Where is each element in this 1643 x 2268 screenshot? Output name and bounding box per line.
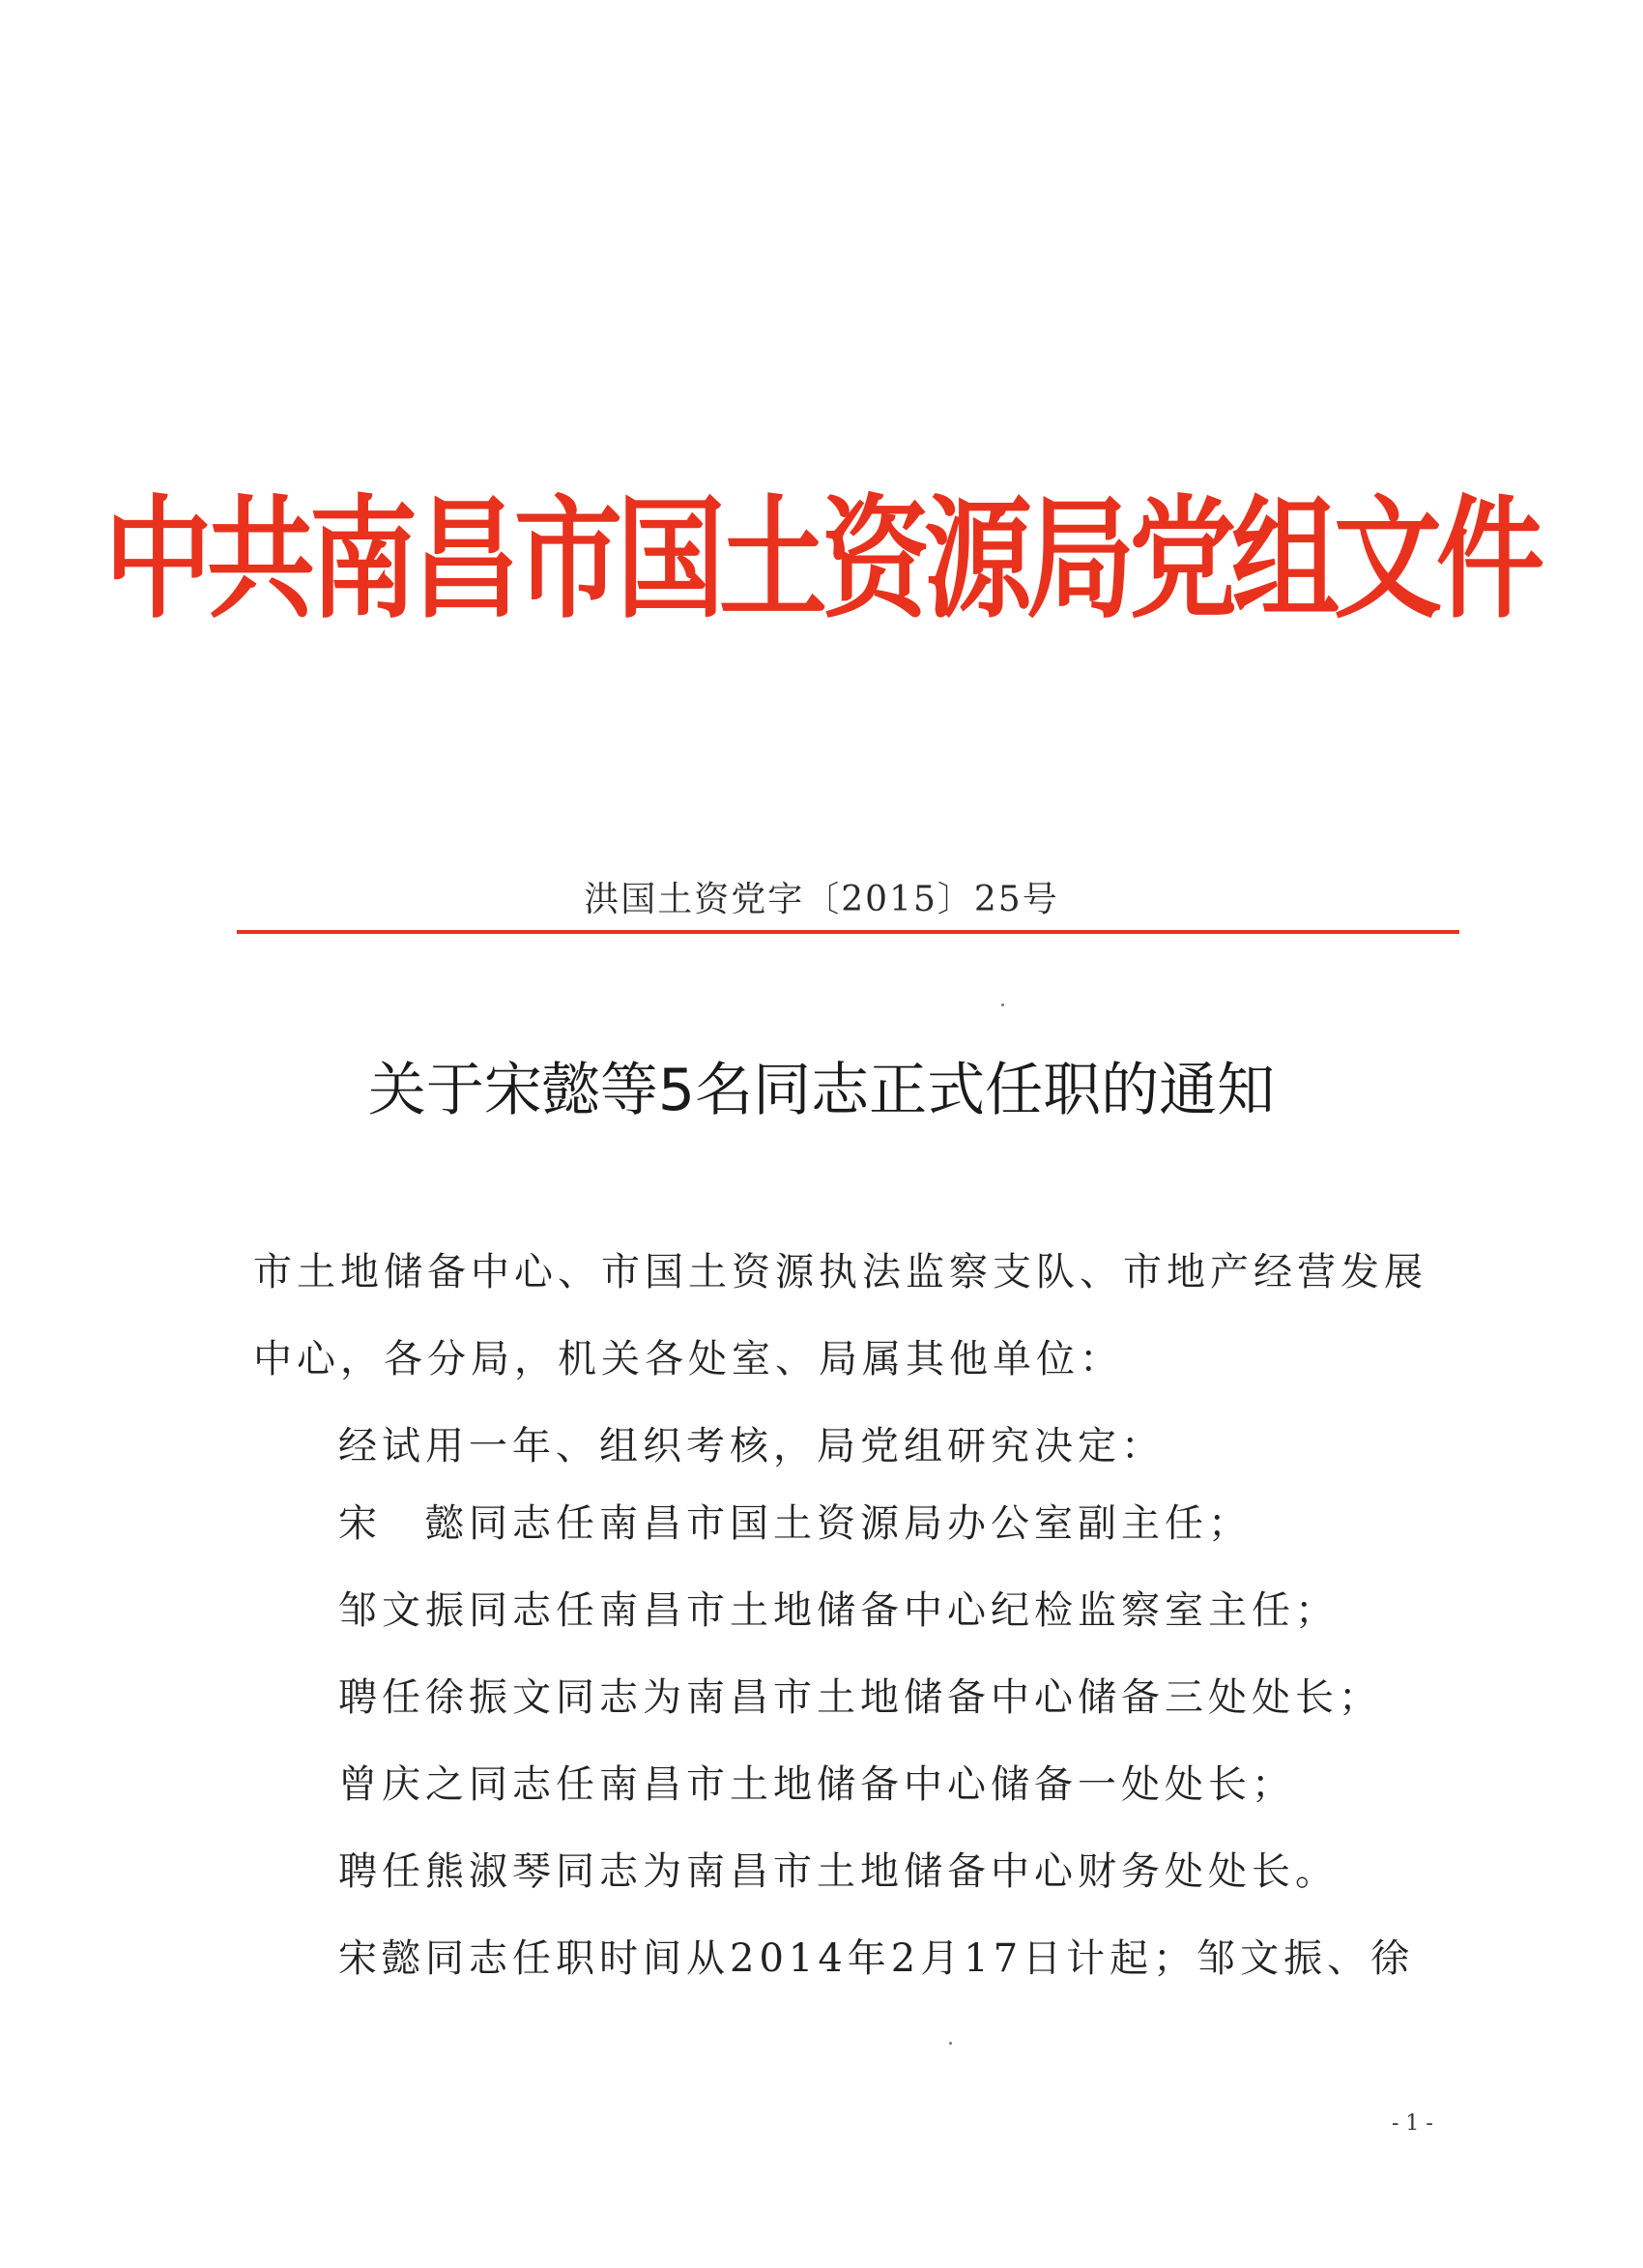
document-title: 关于宋懿等5名同志正式任职的通知 xyxy=(367,1057,1276,1124)
page-number: - 1 - xyxy=(1392,2111,1433,2136)
addressee-line: 中心，各分局，机关各处室、局属其他单位： xyxy=(253,1337,1123,1381)
appointment-line: 宋 懿同志任南昌市国土资源局办公室副主任； xyxy=(338,1501,1252,1546)
scan-speck xyxy=(949,2042,952,2045)
appointment-line: 聘任徐振文同志为南昌市土地储备中心储备三处处长； xyxy=(338,1675,1382,1720)
red-divider-line xyxy=(237,930,1459,934)
document-masthead: 中共南昌市国土资源局党组文件 xyxy=(104,481,1539,637)
appointment-line: 聘任熊淑琴同志为南昌市土地储备中心财务处处长。 xyxy=(338,1849,1339,1894)
body-paragraph: 经试用一年、组织考核，局党组研究决定： xyxy=(338,1424,1165,1468)
document-number: 洪国土资党字〔2015〕25号 xyxy=(584,880,1059,919)
appointment-line: 邹文振同志任南昌市土地储备中心纪检监察室主任； xyxy=(338,1588,1339,1633)
body-paragraph: 宋懿同志任职时间从2014年2月17日计起；邹文振、徐 xyxy=(338,1936,1415,1981)
scan-speck xyxy=(1001,1003,1004,1006)
appointment-line: 曾庆之同志任南昌市土地储备中心储备一处处长； xyxy=(338,1762,1295,1807)
addressee-line: 市土地储备中心、市国土资源执法监察支队、市地产经营发展 xyxy=(253,1250,1427,1294)
